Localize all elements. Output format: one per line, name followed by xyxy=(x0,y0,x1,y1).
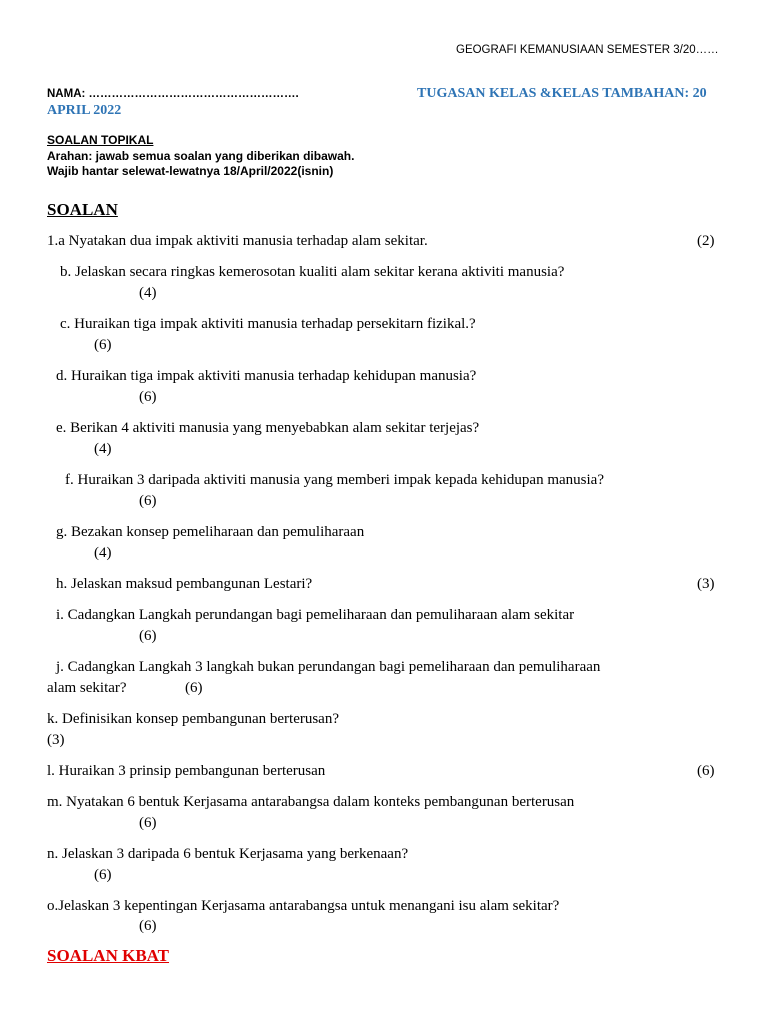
question-g-marks: (4) xyxy=(94,545,112,561)
question-1a-marks: (2) xyxy=(697,233,715,249)
question-f: f. Huraikan 3 daripada aktiviti manusia yang memberi impak kepada kehidupan manusia? xyxy=(65,472,604,488)
question-h-marks: (3) xyxy=(697,576,715,592)
kbat-heading: SOALAN KBAT xyxy=(47,946,170,965)
question-f-marks: (6) xyxy=(139,493,157,509)
question-e: e. Berikan 4 aktiviti manusia yang menyebabkan alam sekitar terjejas? xyxy=(56,420,480,436)
course-header: GEOGRAFI KEMANUSIAAN SEMESTER 3/20…… xyxy=(456,44,719,56)
question-c: c. Huraikan tiga impak aktiviti manusia terhadap persekitarn fizikal.? xyxy=(60,316,476,332)
question-1a: 1.a Nyatakan dua impak aktiviti manusia terhadap alam sekitar. xyxy=(47,233,428,249)
question-c-marks: (6) xyxy=(94,337,112,353)
question-n: n. Jelaskan 3 daripada 6 bentuk Kerjasama yang berkenaan? xyxy=(47,846,409,862)
question-i: i. Cadangkan Langkah perundangan bagi pemeliharaan dan pemuliharaan alam sekitar xyxy=(56,607,575,623)
question-b: b. Jelaskan secara ringkas kemerosotan kualiti alam sekitar kerana aktiviti manusia? xyxy=(60,264,565,280)
question-i-marks: (6) xyxy=(139,628,157,644)
question-e-marks: (4) xyxy=(94,441,112,457)
section-title: SOALAN TOPIKAL xyxy=(47,133,154,147)
question-d: d. Huraikan tiga impak aktiviti manusia terhadap kehidupan manusia? xyxy=(56,368,477,384)
question-n-marks: (6) xyxy=(94,867,112,883)
question-l: l. Huraikan 3 prinsip pembangunan berterusan xyxy=(47,763,326,779)
instruction-text: Arahan: jawab semua soalan yang diberikan dibawah. xyxy=(47,149,355,163)
question-o: o.Jelaskan 3 kepentingan Kerjasama antarabangsa untuk menangani isu alam sekitar? xyxy=(47,898,560,914)
question-h: h. Jelaskan maksud pembangunan Lestari? xyxy=(56,576,313,592)
question-o-marks: (6) xyxy=(139,918,157,934)
questions-heading: SOALAN xyxy=(47,200,118,219)
question-g: g. Bezakan konsep pemeliharaan dan pemuliharaan xyxy=(56,524,365,540)
deadline-text: Wajib hantar selewat-lewatnya 18/April/2022(isnin) xyxy=(47,164,334,178)
question-j: j. Cadangkan Langkah 3 langkah bukan perundangan bagi pemeliharaan dan pemuliharaan xyxy=(56,659,601,675)
assignment-title: TUGASAN KELAS &KELAS TAMBAHAN: 20 xyxy=(417,86,707,101)
assignment-date: APRIL 2022 xyxy=(47,103,122,118)
question-m: m. Nyatakan 6 bentuk Kerjasama antarabangsa dalam konteks pembangunan berterusan xyxy=(47,794,575,810)
question-j-continued: alam sekitar? xyxy=(47,680,127,696)
question-j-marks: (6) xyxy=(185,680,203,696)
question-k: k. Definisikan konsep pembangunan berterusan? xyxy=(47,711,339,727)
question-d-marks: (6) xyxy=(139,389,157,405)
question-b-marks: (4) xyxy=(139,285,157,301)
question-m-marks: (6) xyxy=(139,815,157,831)
question-k-marks: (3) xyxy=(47,732,65,748)
name-field-line: NAMA: ………………………………………………. xyxy=(47,88,299,100)
question-l-marks: (6) xyxy=(697,763,715,779)
